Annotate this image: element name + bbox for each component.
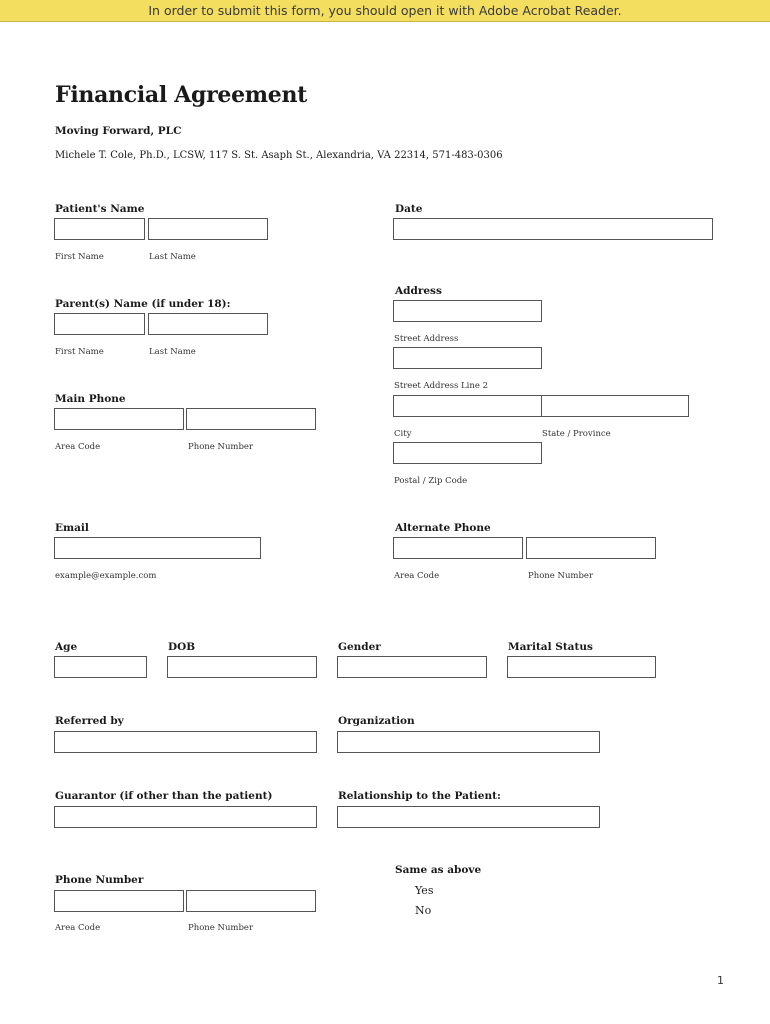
- postal-code-sublabel: Postal / Zip Code: [394, 476, 468, 486]
- date-label: Date: [395, 203, 423, 215]
- parent-last-name-sublabel: Last Name: [149, 347, 196, 357]
- page-number: 1: [717, 974, 724, 987]
- provider-address: Michele T. Cole, Ph.D., LCSW, 117 S. St. Asaph St., Alexandria, VA 22314, 571-483-0306: [55, 150, 503, 161]
- alternate-phone-area-code-input[interactable]: [393, 537, 523, 559]
- state-sublabel: State / Province: [542, 429, 611, 439]
- dob-label: DOB: [168, 641, 196, 653]
- same-as-above-label: Same as above: [395, 864, 482, 876]
- main-phone-number-sublabel: Phone Number: [188, 442, 254, 452]
- referred-by-input[interactable]: [54, 731, 317, 753]
- guarantor-phone-number-sublabel: Phone Number: [188, 923, 254, 933]
- guarantor-phone-area-code-input[interactable]: [54, 890, 184, 912]
- main-phone-number-input[interactable]: [186, 408, 316, 430]
- relationship-input[interactable]: [337, 806, 600, 828]
- street-address-2-sublabel: Street Address Line 2: [394, 381, 488, 391]
- gender-label: Gender: [338, 641, 381, 653]
- organization-input[interactable]: [337, 731, 600, 753]
- same-as-above-no-option[interactable]: No: [415, 904, 432, 917]
- parent-first-name-sublabel: First Name: [55, 347, 104, 357]
- guarantor-phone-number-input[interactable]: [186, 890, 316, 912]
- patient-first-name-input[interactable]: [54, 218, 145, 240]
- first-name-sublabel: First Name: [55, 252, 104, 262]
- age-input[interactable]: [54, 656, 147, 678]
- same-as-above-yes-option[interactable]: Yes: [415, 884, 434, 897]
- marital-status-label: Marital Status: [508, 641, 593, 653]
- email-label: Email: [55, 522, 89, 534]
- guarantor-label: Guarantor (if other than the patient): [55, 790, 273, 802]
- alternate-phone-number-sublabel: Phone Number: [528, 571, 594, 581]
- parent-first-name-input[interactable]: [54, 313, 145, 335]
- organization-label: Organization: [338, 715, 415, 727]
- org-name: Moving Forward, PLC: [55, 125, 182, 137]
- parent-name-label: Parent(s) Name (if under 18):: [55, 298, 231, 310]
- acrobat-notice-banner: In order to submit this form, you should open it with Adobe Acrobat Reader.: [0, 0, 770, 22]
- dob-input[interactable]: [167, 656, 317, 678]
- gender-input[interactable]: [337, 656, 487, 678]
- patient-name-label: Patient's Name: [55, 203, 145, 215]
- age-label: Age: [55, 641, 78, 653]
- street-address-2-input[interactable]: [393, 347, 542, 369]
- city-sublabel: City: [394, 429, 412, 439]
- street-address-input[interactable]: [393, 300, 542, 322]
- alternate-area-code-sublabel: Area Code: [394, 571, 440, 581]
- parent-last-name-input[interactable]: [148, 313, 268, 335]
- last-name-sublabel: Last Name: [149, 252, 196, 262]
- address-label: Address: [395, 285, 442, 297]
- alternate-phone-number-input[interactable]: [526, 537, 656, 559]
- email-input[interactable]: [54, 537, 261, 559]
- relationship-label: Relationship to the Patient:: [338, 790, 501, 802]
- main-phone-area-code-input[interactable]: [54, 408, 184, 430]
- patient-last-name-input[interactable]: [148, 218, 268, 240]
- page-title: Financial Agreement: [55, 82, 308, 108]
- date-input[interactable]: [393, 218, 713, 240]
- guarantor-input[interactable]: [54, 806, 317, 828]
- guarantor-area-code-sublabel: Area Code: [55, 923, 101, 933]
- marital-status-input[interactable]: [507, 656, 656, 678]
- main-phone-label: Main Phone: [55, 393, 126, 405]
- postal-code-input[interactable]: [393, 442, 542, 464]
- email-example-sublabel: example@example.com: [55, 571, 157, 581]
- city-input[interactable]: [393, 395, 542, 417]
- state-input[interactable]: [541, 395, 689, 417]
- alternate-phone-label: Alternate Phone: [395, 522, 491, 534]
- main-phone-area-code-sublabel: Area Code: [55, 442, 101, 452]
- referred-by-label: Referred by: [55, 715, 124, 727]
- street-address-sublabel: Street Address: [394, 334, 459, 344]
- phone-number-label: Phone Number: [55, 874, 144, 886]
